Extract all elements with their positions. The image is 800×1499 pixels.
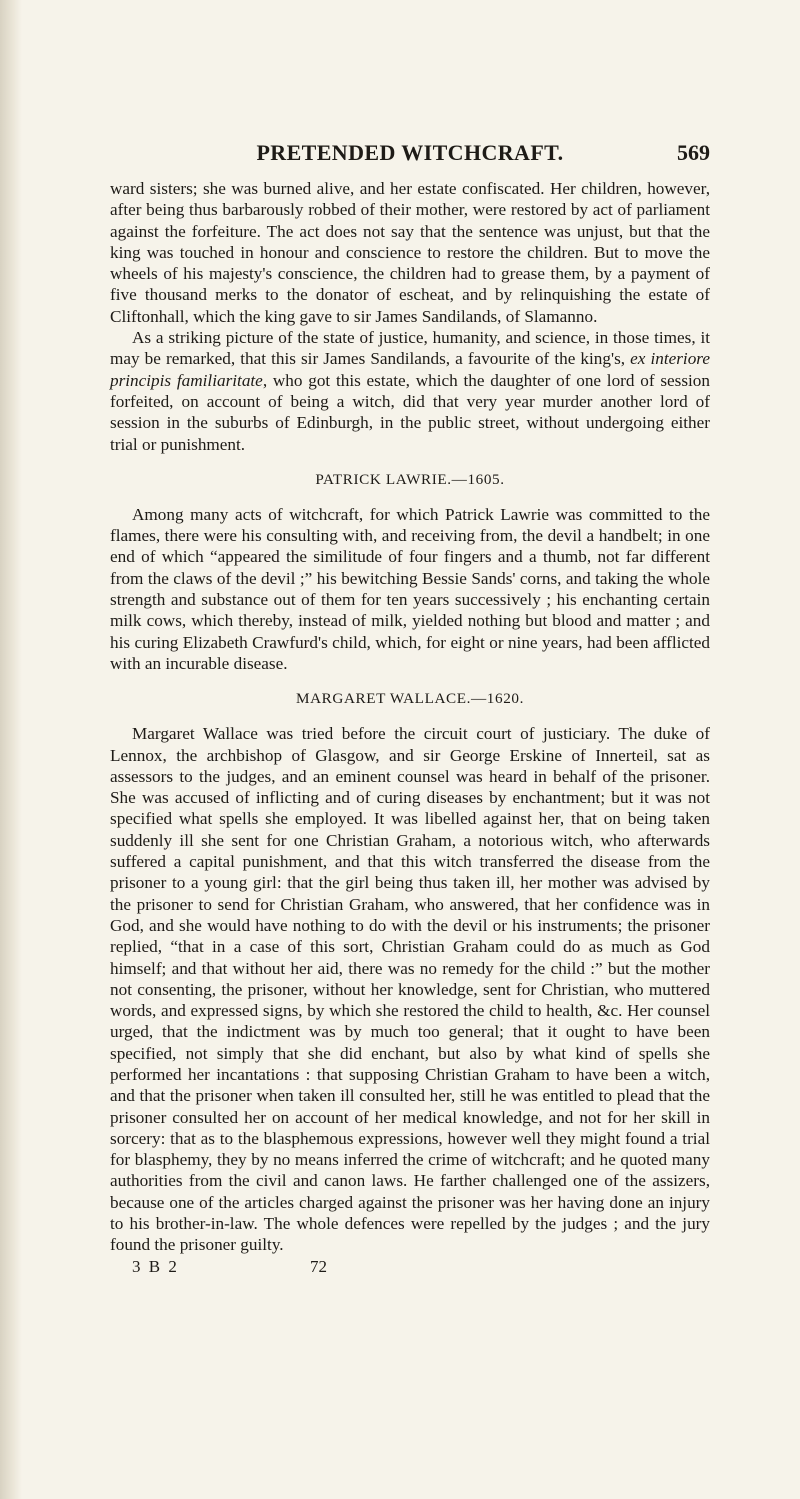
section-paragraph-margaret-wallace: Margaret Wallace was tried before the circuit court of justiciary. The duke of Lennox, the archbishop of Glasgow, and sir George Erskine of Innerteil, sat as assessors to the judges, and an eminent counsel was heard in behalf of the prisoner. She was accused of inflicting and of curing diseases by enchantment; but it was not specified what spells she employed. It was libelled against her, that on being taken suddenly ill she sent for one Christian Graham, a notorious witch, who afterwards suffered a capital punishment, and that this witch transferred the disease from the prisoner to a young girl: that the girl being thus taken ill, her mother was advised by the prisoner to send for Christian Graham, who answered, that her confidence was in God, and she would have nothing to do with the devil or his instruments; the prisoner replied, “that in a case of this sort, Christian Graham could do as much as God himself; and that without her aid, there was no remedy for the child :” but the mother not consenting, the prisoner, without her knowledge, sent for Christian, who muttered words, and expressed signs, by which she restored the child to health, &c. Her counsel urged, that the indictment was by much too general; that it ought to have been specified, not simply that she did enchant, but also by what kind of spells she performed her incantations : that supposing Christian Graham to have been a witch, and that the prisoner when taken ill consulted her, still he was entitled to plead that the prisoner consulted her on account of her medical knowledge, and not for her skill in sorcery: that as to the blasphemous expressions, however well they might found a trial for blasphemy, they by no means inferred the crime of witchcraft; and he quoted many authorities from the civil and canon laws. He farther challenged one of the assizers, because one of the articles charged against the prisoner was her having done an injury to his brother-in-law. The whole defences were repelled by the judges ; and the jury found the prisoner guilty. <box>110 724 710 1255</box>
latin-phrase: ex interiore principis familiaritate <box>110 349 710 390</box>
remark-paragraph <box>110 327 710 455</box>
section-heading-margaret-wallace: MARGARET WALLACE.—1620. <box>296 690 524 708</box>
continuation-paragraph: ward sisters; she was burned alive, and her estate confiscated. Her children, however, after being thus barbarously robbed of their mother, were restored by act of parliament against the forfeiture. The act does not say that the sentence was unjust, but that the king was touched in honour and conscience to restore the children. But to move the wheels of his majesty's conscience, the children had to grease them, by a payment of five thousand merks to the donator of escheat, and by relinquishing the estate of Cliftonhall, which the king gave to sir James Sandilands, of Slamanno. <box>110 179 710 326</box>
page-footer <box>110 1257 710 1279</box>
page-header <box>110 140 710 178</box>
page-gutter-shadow <box>0 0 22 1499</box>
remark-text-end: , who got this estate, which the daughter of one lord of session forfeited, on account of being a witch, did that very year murder another lord of session in the suburbs of Edinburgh, in the public street, without undergoing either trial or punishment. <box>110 370 710 454</box>
section-paragraph-patrick-lawrie: Among many acts of witchcraft, for which Patrick Lawrie was committed to the flames, there were his consulting with, and receiving from, the devil a handbelt; in one end of which “appeared the similitude of four fingers and a thumb, not far different from the claws of the devil ;” his bewitching Bessie Sands' corns, and taking the whole strength and substance out of them for ten years successively ; his enchanting certain milk cows, which thereby, instead of milk, yielded nothing but blood and matter ; and his curing Elizabeth Crawfurd's child, which, for eight or nine years, had been afflicted with an incurable disease. <box>110 504 710 673</box>
running-title: PRETENDED WITCHCRAFT. <box>256 140 564 165</box>
remark-text-start: As a striking picture of the state of justice, humanity, and science, in those times, it may be remarked, that this sir James Sandilands, a favourite of the king's, <box>110 328 710 369</box>
folio-number: 72 <box>310 1256 327 1276</box>
page-number: 569 <box>677 140 710 165</box>
signature-mark: 3 B 2 <box>132 1256 179 1276</box>
book-page <box>110 140 710 1279</box>
section-heading-patrick-lawrie: PATRICK LAWRIE.—1605. <box>315 470 505 488</box>
